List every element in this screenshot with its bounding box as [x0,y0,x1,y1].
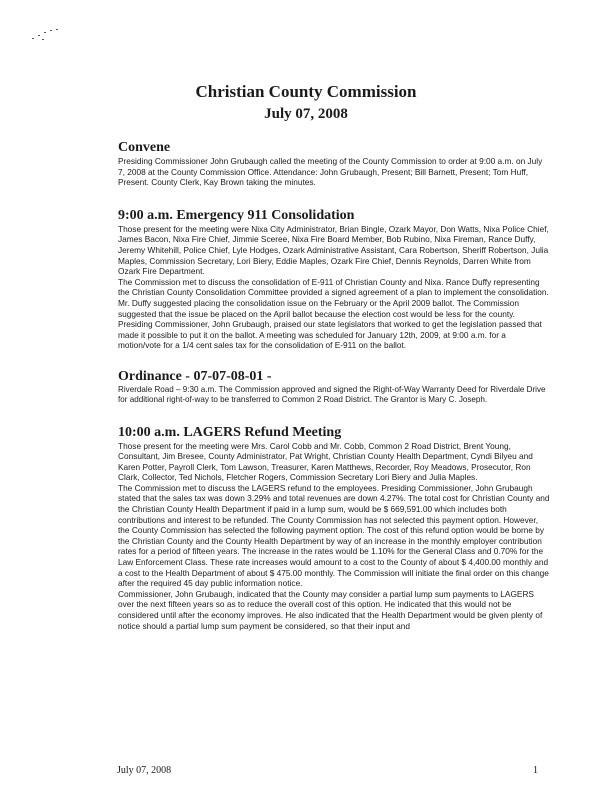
section-convene [118,140,550,188]
section-heading: 9:00 a.m. Emergency 911 Consolidation [118,207,355,223]
page-number: 1 [533,765,538,776]
section-paragraph: Commissioner, John Grubaugh, indicated that the County may consider a partial lump sum payments to LAGERS over the next fifteen years so as to reduce the overall cost of this option. He indicated that this would not be considered until after the economy improves. He also indicated that the Health Department would be given plenty of notice should a partial lump sum payment be considered, so that their input and [118,588,543,631]
document-title: Christian County Commission [195,82,417,101]
section-heading: Ordinance - 07-07-08-01 - [118,368,272,384]
section-ordinance [118,369,550,405]
document-date: July 07, 2008 [264,106,348,122]
section-emergency-911 [118,208,550,351]
scan-artifact-marks [30,28,64,42]
section-paragraph: Presiding Commissioner, John Grubaugh, praised our state legislators that worked to get the legislation passed that made it possible to put it on the ballot. A meeting was scheduled for January 12th, 2009, at 9:00 a.m. for a motion/vote for a 1/4 cent sales tax for the consolidation of E-911 on the ballot. [118,319,542,351]
section-lagers-refund [118,425,550,632]
section-paragraph: Those present for the meeting were Mrs. Carol Cobb and Mr. Cobb, Common 2 Road District, Brent Young, Consultant, Jim Bresee, County Administrator, Pat Wright, Christian County Health Department, Cyndi Bilyeu and Karen Potter, Payroll Clerk, Tom Lawson, Treasurer, Karen Matthews, Recorder, Roy Meadows, Prosecutor, Ron Clark, Collector, Ted Nichols, Fletcher Rogers, Commission Secretary Lori Biery and Julia Maples. [118,440,533,483]
section-heading: 10:00 a.m. LAGERS Refund Meeting [118,424,342,440]
section-heading: Convene [118,140,171,155]
section-paragraph: Those present for the meeting were Nixa City Administrator, Brian Bingle, Ozark Mayor, Don Watts, Nixa Police Chief, James Bacon, Nixa Fire Chief, Jimmie Sceree, Nixa Fire Board Member, Bob Rubino, Nixa Fireman, Rance Duffy, Jeremy Whitehill, Police Chief, Lyle Hodges, Ozark Administrative Assistant, Cara Robertson, Sheriff Robertson, Julia Maples, Commission Secretary, Lori Biery, Eddie Maples, Ozark Fire Chief, Dennis Reynolds, Darren White from Ozark Fire Department. [118,223,549,277]
section-paragraph: Riverdale Road – 9:30 a.m. The Commission approved and signed the Right-of-Way Warranty Deed for Riverdale Drive for additional right-of-way to be transferred to Common 2 Road District. The Grantor is Mary C. Joseph. [118,384,546,404]
section-paragraph: The Commission met to discuss the consolidation of E-911 of Christian County and Nixa. Rance Duffy representing the Christian County Consolidation Committee provided a signed agreement of a plan to implement the consolidation. Mr. Duffy suggested placing the consolidation issue on the February or the April 2009 ballot. The Commission suggested that the issue be placed on the April ballot because the election cost would be less for the county. [118,276,549,319]
document-body [118,140,550,631]
section-paragraph: The Commission met to discuss the LAGERS refund to the employees. Presiding Commissioner, John Grubaugh stated that the sales tax was down 3.29% and total revenues are down 4.27%. The total cost for Christian County and the Christian County Health Department if paid in a lump sum, would be $ 669,591.00 which includes both contributions and interest to be refunded. The County Commission has not selected this payment option. However, the County Commission has selected the following payment option. The cost of this refund option would be borne by the Christian County and the County Health Department by way of an increase in the monthly employer contribution rates for a period of fifteen years. The increase in the rates would be 1.10% for the General Class and 0.70% for the Law Enforcement Class. These rate increases would amount to a cost to the County of about $ 4,400.00 monthly and a cost to the Health Department of about $ 475.00 monthly. The Commission will initiate the final order on this change after the required 45 day public information notice. [118,482,550,589]
footer-date: July 07, 2008 [117,765,172,776]
section-paragraph: Presiding Commissioner John Grubaugh called the meeting of the County Commission to order at 9:00 a.m. on July 7, 2008 at the County Commission Office. Attendance: John Grubaugh, Present; Bill Barnett, Present; Tom Huff, Present. County Clerk, Kay Brown taking the minutes. [118,156,543,188]
